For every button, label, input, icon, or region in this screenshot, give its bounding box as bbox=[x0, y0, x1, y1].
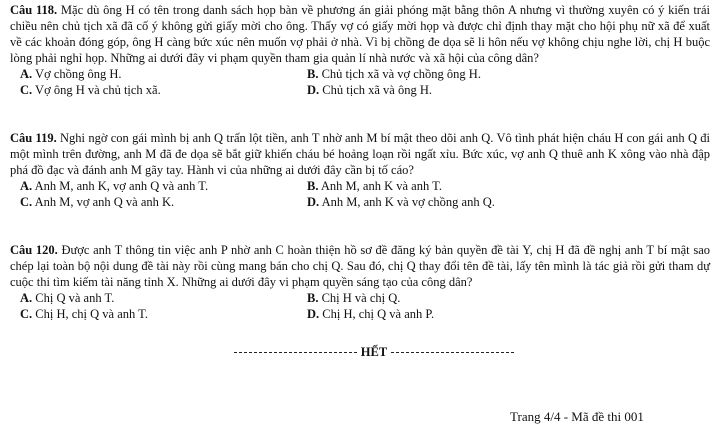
option-a: A. Chị Q và anh T. bbox=[20, 291, 115, 305]
question-stem bbox=[10, 242, 710, 290]
option-d: D. Chủ tịch xã và ông H. bbox=[307, 83, 432, 97]
question-number: Câu 119. bbox=[10, 131, 57, 145]
option-a: A. Anh M, anh K, vợ anh Q và anh T. bbox=[20, 179, 209, 193]
question-120 bbox=[10, 242, 710, 322]
option-a: A. Vợ chồng ông H. bbox=[20, 67, 122, 81]
end-of-exam-marker bbox=[234, 344, 514, 360]
question-stem bbox=[10, 2, 710, 66]
answer-options bbox=[20, 178, 710, 210]
question-119 bbox=[10, 130, 710, 210]
end-label: HẾT bbox=[360, 345, 388, 359]
option-d: D. Anh M, anh K và vợ chồng anh Q. bbox=[307, 195, 495, 209]
option-b: B. Chủ tịch xã và vợ chồng ông H. bbox=[307, 67, 481, 81]
divider bbox=[391, 352, 514, 353]
answer-options bbox=[20, 66, 710, 98]
option-c: C. Chị H, chị Q và anh T. bbox=[20, 307, 148, 321]
option-d: D. Chị H, chị Q và anh P. bbox=[307, 307, 435, 321]
option-c: C. Anh M, vợ anh Q và anh K. bbox=[20, 195, 175, 209]
question-text: Được anh T thông tin việc anh P nhờ anh C hoàn thiện hồ sơ đề đăng ký bản quyền đề tài Y, chị H đã đề nghị anh T bí mật sao chép lại toàn bộ nội dung đề tài này rồi cùng mang bán cho chị Q. Sau đó, chị Q thay đổi tên đề tài, lấy tên mình là tác giả rồi gửi tham dự cuộc thi tìm kiếm tài năng tỉnh X. Những ai dưới đây vi phạm quyền sáng tạo của công dân? bbox=[10, 243, 710, 289]
option-c: C. Vợ ông H và chủ tịch xã. bbox=[20, 83, 161, 97]
option-b: B. Chị H và chị Q. bbox=[307, 291, 401, 305]
question-text: Nghi ngờ con gái mình bị anh Q trấn lột tiền, anh T nhờ anh M bí mật theo dõi anh Q. Vô tình phát hiện cháu H con gái anh Q đi một mình trên đường, anh M đã đe dọa sẽ bắt giữ khiến cháu bé hoảng loạn rồi ngất xỉu. Bức xúc, vợ anh Q thuê anh K xông vào nhà đập phá đồ đạc và đánh anh M gãy tay. Hành vi của những ai dưới đây cần bị tố cáo? bbox=[10, 131, 710, 177]
answer-options bbox=[20, 290, 710, 322]
question-stem bbox=[10, 130, 710, 178]
question-number: Câu 120. bbox=[10, 243, 58, 257]
divider bbox=[234, 352, 357, 353]
question-118 bbox=[10, 2, 710, 98]
option-b: B. Anh M, anh K và anh T. bbox=[307, 179, 442, 193]
question-text: Mặc dù ông H có tên trong danh sách họp bàn về phương án giải phóng mặt bằng thôn A nhưng vì thường xuyên có ý kiến trái chiều nên chủ tịch xã đã cố ý không gửi giấy mời cho ông. Thấy vợ có giấy mời họp và được chỉ định thay mặt cho hội phụ nữ xã để xuất về các khoản đóng góp, ông H càng bức xúc nên muốn vợ phải ở nhà. Vì bị chồng đe dọa sẽ li hôn nếu vợ không chịu nghe lời, chị H buộc lòng phải nghỉ họp. Những ai dưới đây vi phạm quyền tham gia quản lí nhà nước và xã hội của công dân? bbox=[10, 3, 710, 65]
question-number: Câu 118. bbox=[10, 3, 58, 17]
page-footer: Trang 4/4 - Mã đề thi 001 bbox=[510, 409, 644, 424]
